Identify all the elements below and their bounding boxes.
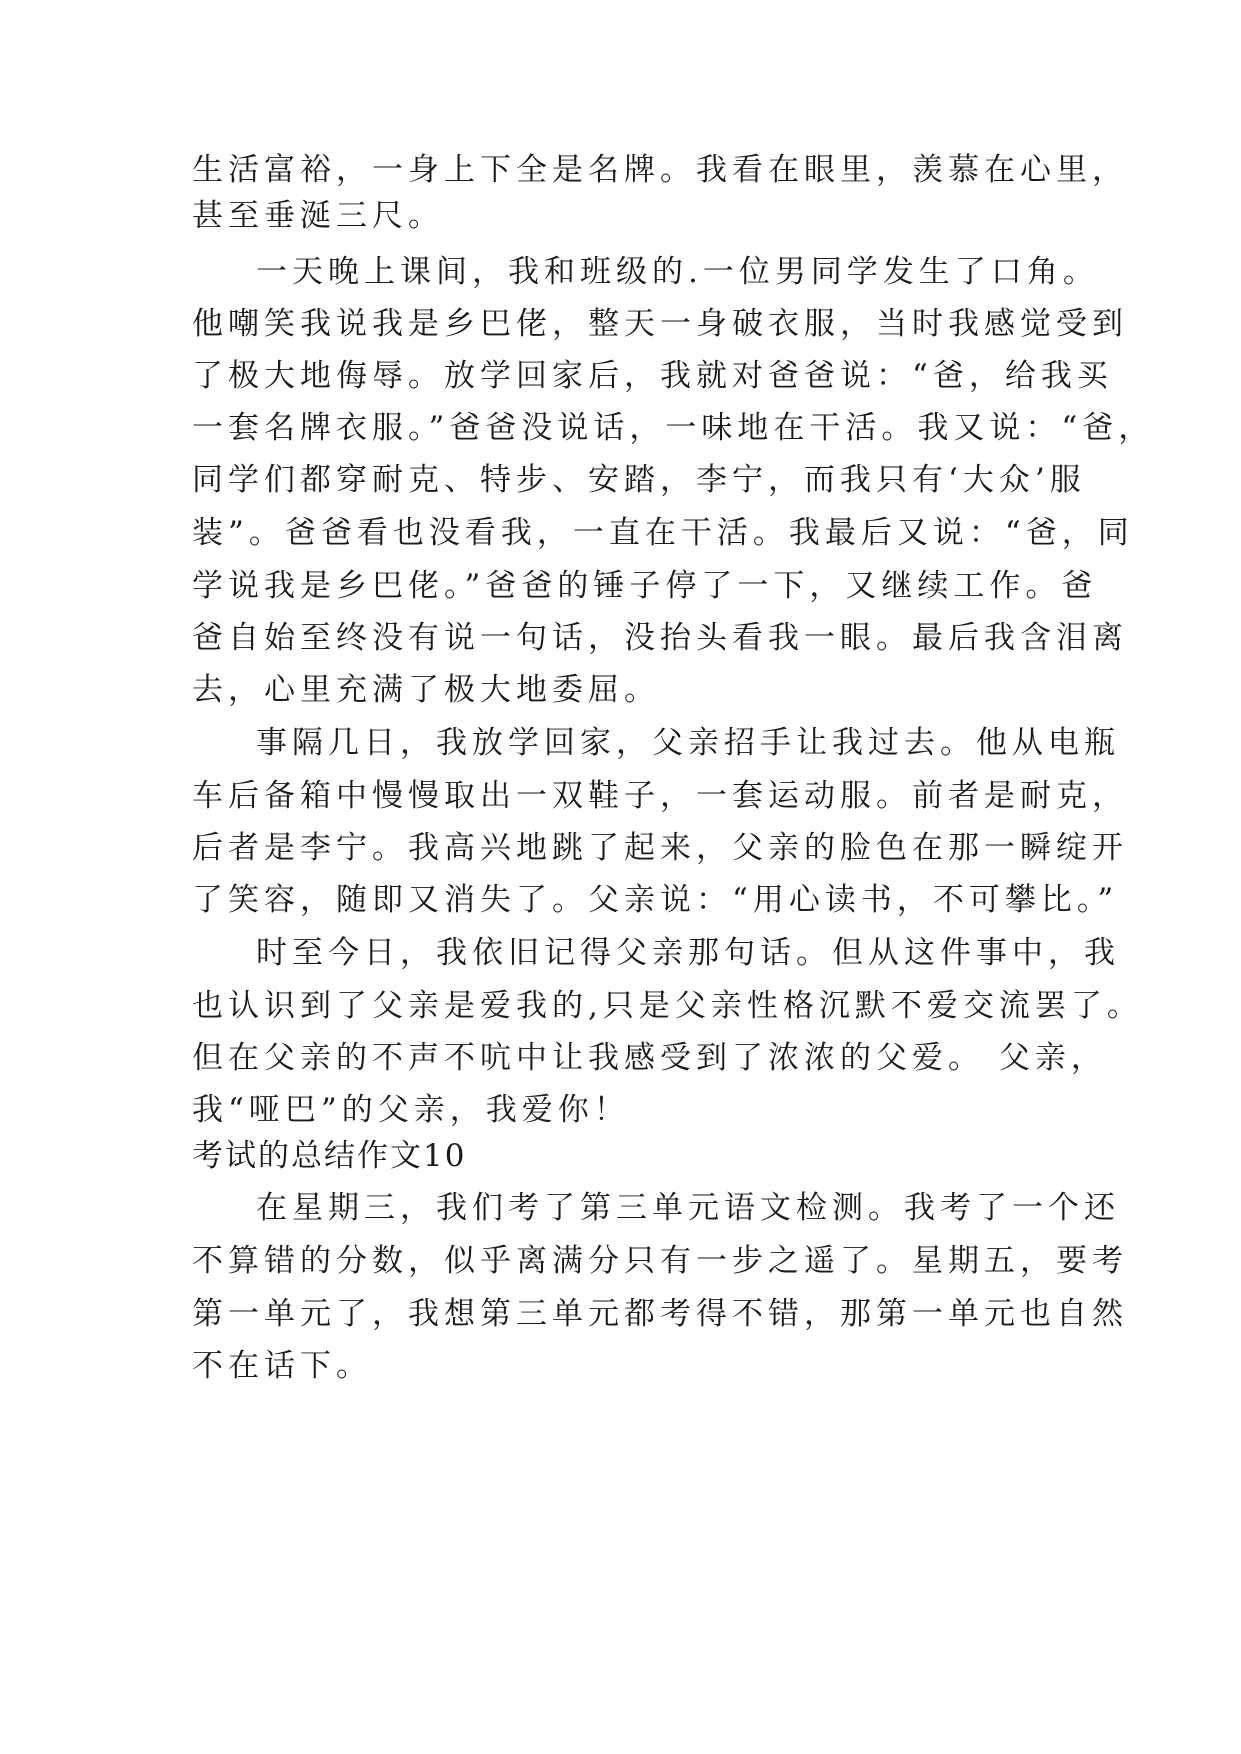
paragraph-line: 我“哑巴”的父亲，我爱你！ xyxy=(192,1092,630,1128)
paragraph-line: 生活富裕，一身上下全是名牌。我看在眼里，羡慕在心里， xyxy=(192,152,1128,188)
paragraph-line: 后者是李宁。我高兴地跳了起来，父亲的脸色在那一瞬绽开 xyxy=(192,830,1128,866)
paragraph-line: 一天晚上课间，我和班级的.一位男同学发生了口角。 xyxy=(256,254,1099,290)
paragraph-line: 装”。爸爸看也没看我，一直在干活。我最后又说：“爸，同 xyxy=(192,515,1134,551)
paragraph-line: 也认识到了父亲是爱我的,只是父亲性格沉默不爱交流罢了。 xyxy=(192,988,1143,1024)
paragraph-line: 在星期三，我们考了第三单元语文检测。我考了一个还 xyxy=(256,1190,1120,1226)
paragraph-line: 车后备箱中慢慢取出一双鞋子，一套运动服。前者是耐克， xyxy=(192,778,1128,814)
paragraph-line: 事隔几日，我放学回家，父亲招手让我过去。他从电瓶 xyxy=(256,725,1120,761)
paragraph-line: 不算错的分数，似乎离满分只有一步之遥了。星期五，要考 xyxy=(192,1243,1128,1279)
paragraph-line: 时至今日，我依旧记得父亲那句话。但从这件事中，我 xyxy=(256,935,1120,971)
paragraph-line: 他嘲笑我说我是乡巴佬，整天一身破衣服，当时我感觉受到 xyxy=(192,306,1128,342)
paragraph-line: 甚至垂涎三尺。 xyxy=(192,198,444,234)
paragraph-line: 去，心里充满了极大地委屈。 xyxy=(192,672,660,708)
paragraph-line: 同学们都穿耐克、特步、安踏，李宁，而我只有‘大众’服 xyxy=(192,462,1086,498)
section-heading: 考试的总结作文10 xyxy=(192,1138,467,1174)
paragraph-line: 学说我是乡巴佬。”爸爸的锤子停了一下，又继续工作。爸 xyxy=(192,568,1098,604)
paragraph-line: 不在话下。 xyxy=(192,1348,372,1384)
paragraph-line: 第一单元了，我想第三单元都考得不错，那第一单元也自然 xyxy=(192,1296,1128,1332)
paragraph-line: 一套名牌衣服。”爸爸没说话，一味地在干活。我又说：“爸， xyxy=(192,410,1155,446)
paragraph-line: 了极大地侮辱。放学回家后，我就对爸爸说：“爸，给我买 xyxy=(192,358,1113,394)
paragraph-line: 爸自始至终没有说一句话，没抬头看我一眼。最后我含泪离 xyxy=(192,620,1128,656)
paragraph-line: 了笑容，随即又消失了。父亲说：“用心读书，不可攀比。” xyxy=(192,882,1119,918)
paragraph-line: 但在父亲的不声不吭中让我感受到了浓浓的父爱。 父亲， xyxy=(192,1040,1107,1076)
